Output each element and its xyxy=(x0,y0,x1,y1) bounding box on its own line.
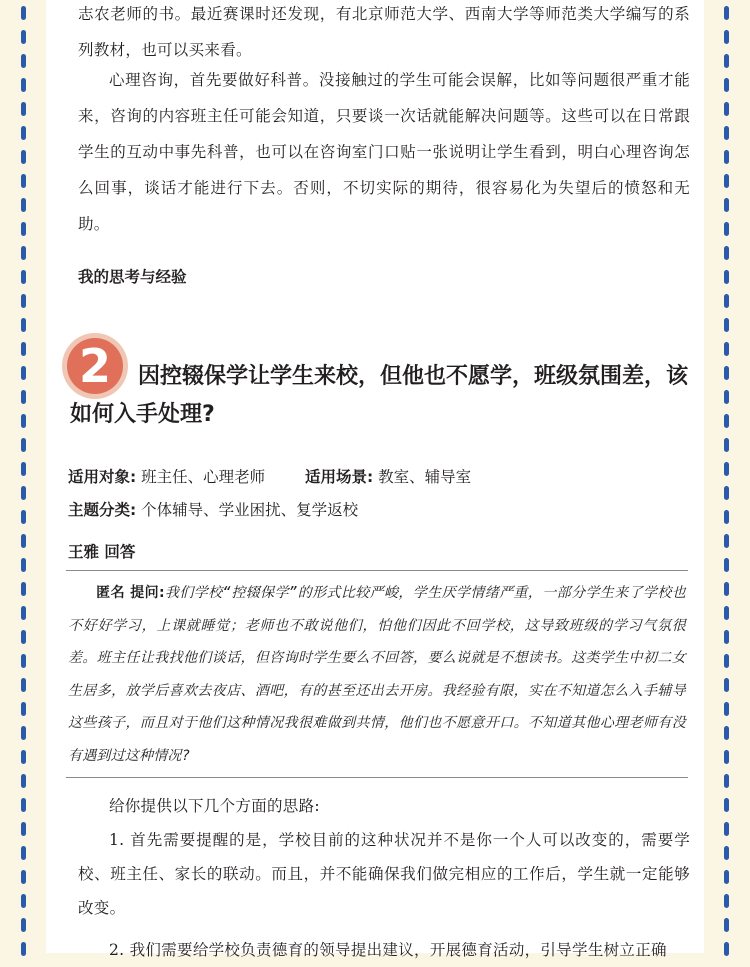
border-dash xyxy=(724,6,729,20)
border-dash xyxy=(724,606,729,620)
border-dash xyxy=(724,630,729,644)
topic-value: 个体辅导、学业困扰、复学返校 xyxy=(141,501,359,519)
border-dash xyxy=(21,30,26,44)
border-dash xyxy=(724,414,729,428)
border-dash xyxy=(724,102,729,116)
border-dash xyxy=(724,846,729,860)
right-dashed-border xyxy=(724,0,730,953)
border-dash xyxy=(21,414,26,428)
border-dash xyxy=(724,318,729,332)
border-dash xyxy=(21,870,26,884)
topic-label: 主题分类: xyxy=(68,501,137,519)
border-dash xyxy=(724,438,729,452)
question-title xyxy=(70,358,690,434)
asker-question xyxy=(68,577,686,772)
border-dash xyxy=(21,366,26,380)
border-dash xyxy=(21,150,26,164)
border-dash xyxy=(21,318,26,332)
border-dash xyxy=(724,366,729,380)
question-number: 2 xyxy=(67,338,123,394)
border-dash xyxy=(21,342,26,356)
answer-section xyxy=(78,789,690,967)
border-dash xyxy=(724,654,729,668)
border-dash xyxy=(21,534,26,548)
my-thoughts-heading: 我的思考与经验 xyxy=(78,268,187,286)
border-dash xyxy=(724,174,729,188)
border-dash xyxy=(724,510,729,524)
border-dash xyxy=(21,726,26,740)
question-box xyxy=(66,570,688,778)
border-dash xyxy=(724,798,729,812)
border-dash xyxy=(724,774,729,788)
border-dash xyxy=(21,750,26,764)
border-dash xyxy=(21,126,26,140)
border-dash xyxy=(21,246,26,260)
border-dash xyxy=(724,222,729,236)
border-dash xyxy=(724,918,729,932)
answer-point-2: 2. 我们需要给学校负责德育的领导提出建议，开展德育活动，引导学生树立正确 xyxy=(109,941,667,959)
left-dashed-border xyxy=(21,0,27,953)
border-dash xyxy=(724,822,729,836)
border-dash xyxy=(724,750,729,764)
border-dash xyxy=(21,174,26,188)
border-dash xyxy=(21,822,26,836)
audience-label: 适用对象: xyxy=(68,468,137,486)
border-dash xyxy=(724,678,729,692)
meta-row-topic xyxy=(68,498,358,520)
border-dash xyxy=(21,678,26,692)
asker-label: 匿名 提问: xyxy=(96,585,165,601)
intro-paragraph-text: 志农老师的书。最近赛课时还发现，有北京师范大学、西南大学等师范类大学编写的系列教材，也可以买来看。 xyxy=(78,5,690,59)
border-dash xyxy=(724,270,729,284)
border-dash xyxy=(21,486,26,500)
border-dash xyxy=(21,102,26,116)
border-dash xyxy=(21,798,26,812)
border-dash xyxy=(21,462,26,476)
border-dash xyxy=(724,126,729,140)
border-dash xyxy=(21,702,26,716)
border-dash xyxy=(21,918,26,932)
border-dash xyxy=(724,198,729,212)
border-dash xyxy=(724,534,729,548)
border-dash xyxy=(724,558,729,572)
border-dash xyxy=(21,582,26,596)
border-dash xyxy=(724,702,729,716)
border-dash xyxy=(21,558,26,572)
border-dash xyxy=(724,342,729,356)
scene-value: 教室、辅导室 xyxy=(378,468,472,486)
border-dash xyxy=(724,30,729,44)
border-dash xyxy=(21,270,26,284)
border-dash xyxy=(724,726,729,740)
border-dash xyxy=(21,894,26,908)
border-dash xyxy=(21,222,26,236)
border-dash xyxy=(21,606,26,620)
border-dash xyxy=(724,486,729,500)
asker-text: 我们学校“控辍保学”的形式比较严峻，学生厌学情绪严重，一部分学生来了学校也不好好学习，上课就睡觉；老师也不敢说他们，怕他们因此不回学校，这导致班级的学习气氛很差。班主任让我找他们谈话，但咨询时学生要么不回答，要么说就是不想读书。这类学生中初二女生居多，放学后喜欢去夜店、酒吧，有的甚至还出去开房。我经验有限，实在不知道怎么入手辅导这些孩子，而且对于他们这种情况我很难做到共情，他们也不愿意开口。不知道其他心理老师有没有遇到过这种情况? xyxy=(68,585,686,764)
border-dash xyxy=(21,438,26,452)
border-dash xyxy=(21,198,26,212)
border-dash xyxy=(21,654,26,668)
answer-point-1: 1. 首先需要提醒的是，学校目前的这种状况并不是你一个人可以改变的，需要学校、班主任、家长的联动。而且，并不能确保我们做完相应的工作后，学生就一定能够改变。 xyxy=(78,831,690,917)
meta-row-audience xyxy=(68,465,471,487)
intro-paragraph xyxy=(78,0,690,68)
answerer: 王雅 回答 xyxy=(68,542,136,561)
border-dash xyxy=(724,78,729,92)
audience-value: 班主任、心理老师 xyxy=(141,468,266,486)
border-dash xyxy=(724,870,729,884)
answer-intro: 给你提供以下几个方面的思路: xyxy=(109,797,320,815)
border-dash xyxy=(21,942,26,956)
border-dash xyxy=(724,942,729,956)
question-title-text: 因控辍保学让学生来校，但他也不愿学，班级氛围差，该如何入手处理? xyxy=(70,364,689,427)
border-dash xyxy=(21,390,26,404)
border-dash xyxy=(21,6,26,20)
border-dash xyxy=(21,774,26,788)
border-dash xyxy=(21,54,26,68)
border-dash xyxy=(724,894,729,908)
border-dash xyxy=(21,510,26,524)
border-dash xyxy=(724,294,729,308)
border-dash xyxy=(21,846,26,860)
border-dash xyxy=(21,630,26,644)
scene-label: 适用场景: xyxy=(305,468,374,486)
border-dash xyxy=(724,462,729,476)
border-dash xyxy=(724,390,729,404)
consult-paragraph-text: 心理咨询，首先要做好科普。没接触过的学生可能会误解，比如等问题很严重才能来，咨询的内容班主任可能会知道，只要谈一次话就能解决问题等。这些可以在日常跟学生的互动中事先科普，也可以在咨询室门口贴一张说明让学生看到，明白心理咨询怎么回事，谈话才能进行下去。否则，不切实际的期待，很容易化为失望后的愤怒和无助。 xyxy=(78,71,690,233)
border-dash xyxy=(724,54,729,68)
border-dash xyxy=(724,582,729,596)
consult-paragraph xyxy=(78,62,690,242)
border-dash xyxy=(21,294,26,308)
border-dash xyxy=(724,150,729,164)
border-dash xyxy=(21,78,26,92)
border-dash xyxy=(724,246,729,260)
